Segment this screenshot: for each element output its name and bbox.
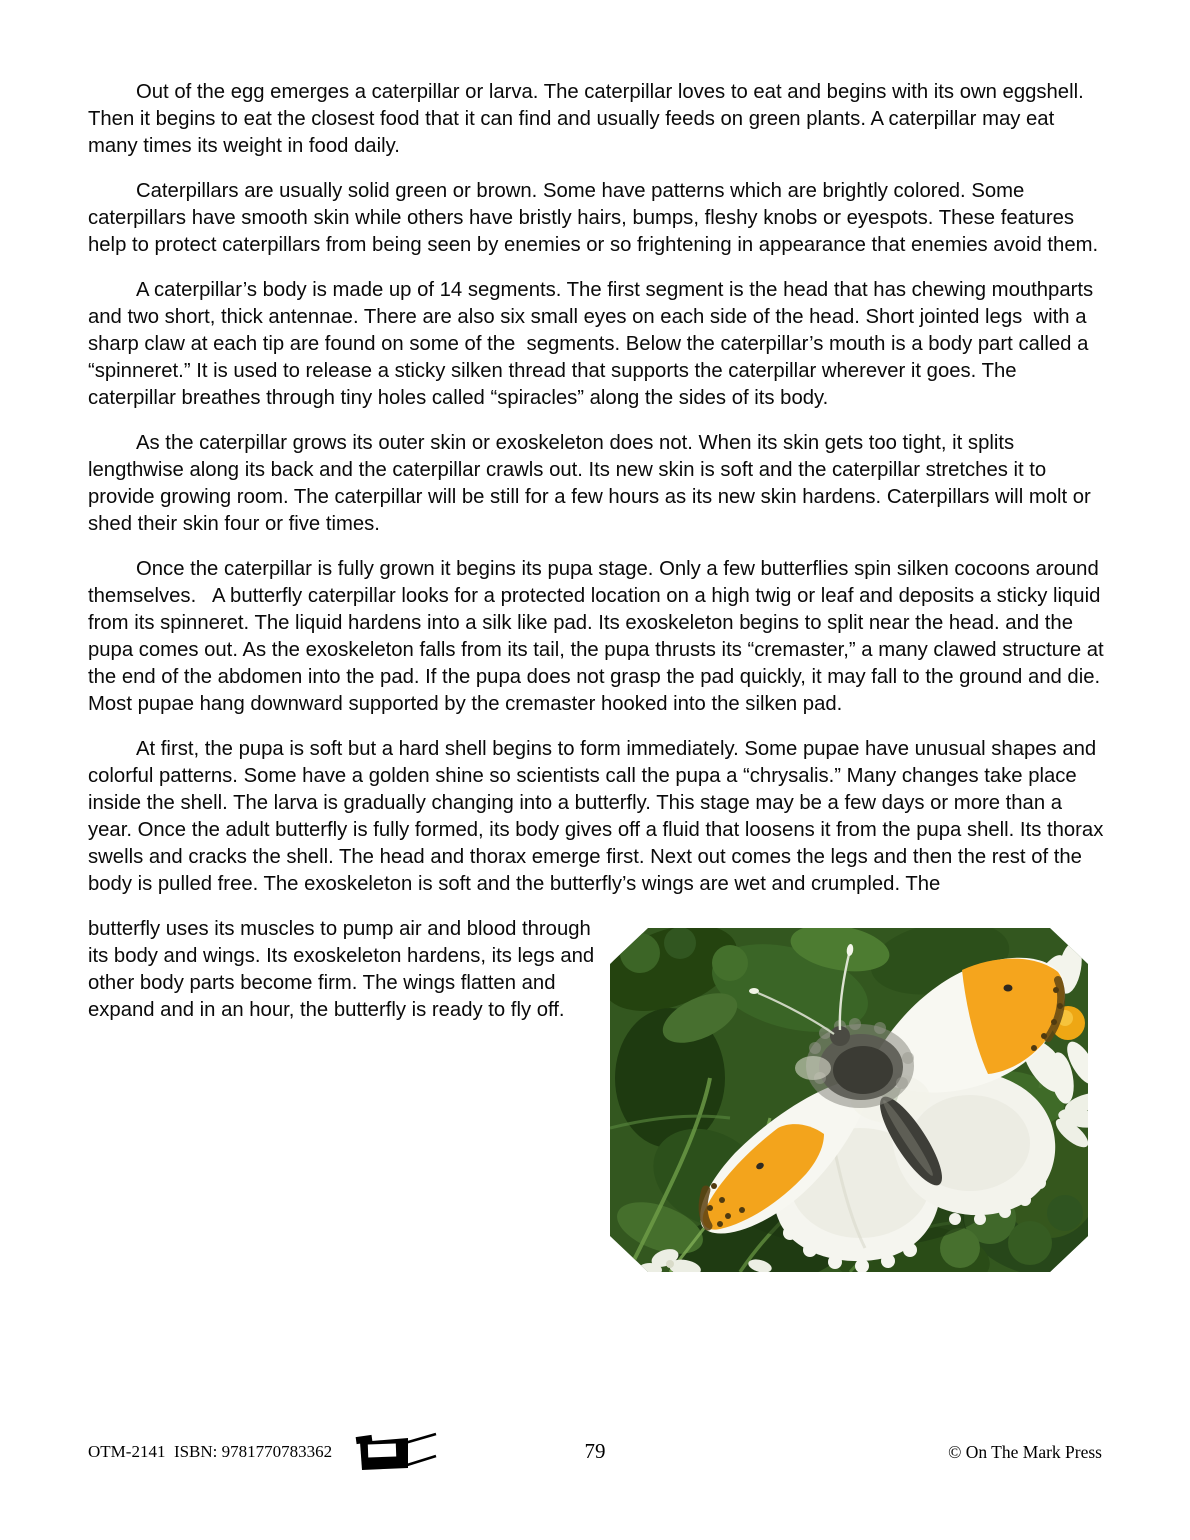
paragraph-pupa-stage: Once the caterpillar is fully grown it begins its pupa stage. Only a few butterflies spin silken cocoons around themselves. A butterfly caterpillar looks for a protected location on a high twig or leaf and deposits a sticky liquid from its spinneret. The liquid hardens into a silk like pad. Its exoskeleton begins to split near the head. and the pupa comes out. As the exoskeleton falls from its tail, the pupa thrusts its “cremaster,” a many clawed structure at the end of the abdomen into the pad. If the pupa does not grasp the pad quickly, it may fall to the ground and die. Most pupae hang downward supported by the cremaster hooked into the silken pad.	[88, 558, 1110, 715]
paragraph-body-segments: A caterpillar’s body is made up of 14 segments. The first segment is the head that has chewing mouthparts and two short, thick antennae. There are also six small eyes on each side of the head. Short jointed legs with a sharp claw at each tip are found on some of the segments. Below the caterpillar’s mouth is a body part called a “spinneret.” It is used to release a sticky silken thread that supports the caterpillar wherever it goes. The caterpillar breathes through tiny holes called “spiracles” along the sides of its body.	[88, 279, 1099, 409]
text-photo-row	[88, 916, 1106, 1272]
page-footer	[88, 1436, 1102, 1480]
paragraph-colors-patterns: Caterpillars are usually solid green or brown. Some have patterns which are brightly colored. Some caterpillars have smooth skin while others have bristly hairs, bumps, fleshy knobs or eyespots. These features help to protect caterpillars from being seen by enemies or so frightening in appearance that enemies avoid them.	[88, 180, 1099, 256]
paragraph-chrysalis-continued: butterfly uses its muscles to pump air and blood through its body and wings. Its exoskeleton hardens, its legs and other body parts become firm. The wings flatten and expand and in an hour, the butterfly is ready to fly off.	[88, 918, 600, 1021]
butterfly-photo	[610, 928, 1088, 1272]
footer-product-isbn: OTM-2141 ISBN: 9781770783362	[88, 1442, 333, 1461]
page-number: 79	[584, 1439, 606, 1463]
paragraph-egg-larva: Out of the egg emerges a caterpillar or larva. The caterpillar loves to eat and begins with its own eggshell. Then it begins to eat the closest food that it can find and usually feeds on green plants. A caterpillar may eat many times its weight in food daily.	[88, 81, 1090, 157]
paragraph-molting: As the caterpillar grows its outer skin or exoskeleton does not. When its skin gets too tight, it splits lengthwise along its back and the caterpillar crawls out. Its new skin is soft and the caterpillar stretches it to provide growing room. The caterpillar will be still for a few hours as its new skin hardens. Caterpillars will molt or shed their skin four or five times.	[88, 432, 1097, 535]
footer-copyright: © On The Mark Press	[948, 1442, 1102, 1462]
butterfly-photo-illustration	[610, 928, 1088, 1272]
paragraph-chrysalis: At first, the pupa is soft but a hard shell begins to form immediately. Some pupae have unusual shapes and colorful patterns. Some have a golden shine so scientists call the pupa a “chrysalis.” Many changes take place inside the shell. The larva is gradually changing into a butterfly. This stage may be a few days or more than a year. Once the adult butterfly is fully formed, its body gives off a fluid that loosens it from the pupa shell. Its thorax swells and cracks the shell. The head and thorax emerge first. Next out comes the legs and then the rest of the body is pulled free. The exoskeleton is soft and the butterfly’s wings are wet and crumpled. The	[88, 738, 1109, 895]
article-body	[88, 79, 1110, 1272]
publisher-logo-icon	[354, 1430, 438, 1474]
